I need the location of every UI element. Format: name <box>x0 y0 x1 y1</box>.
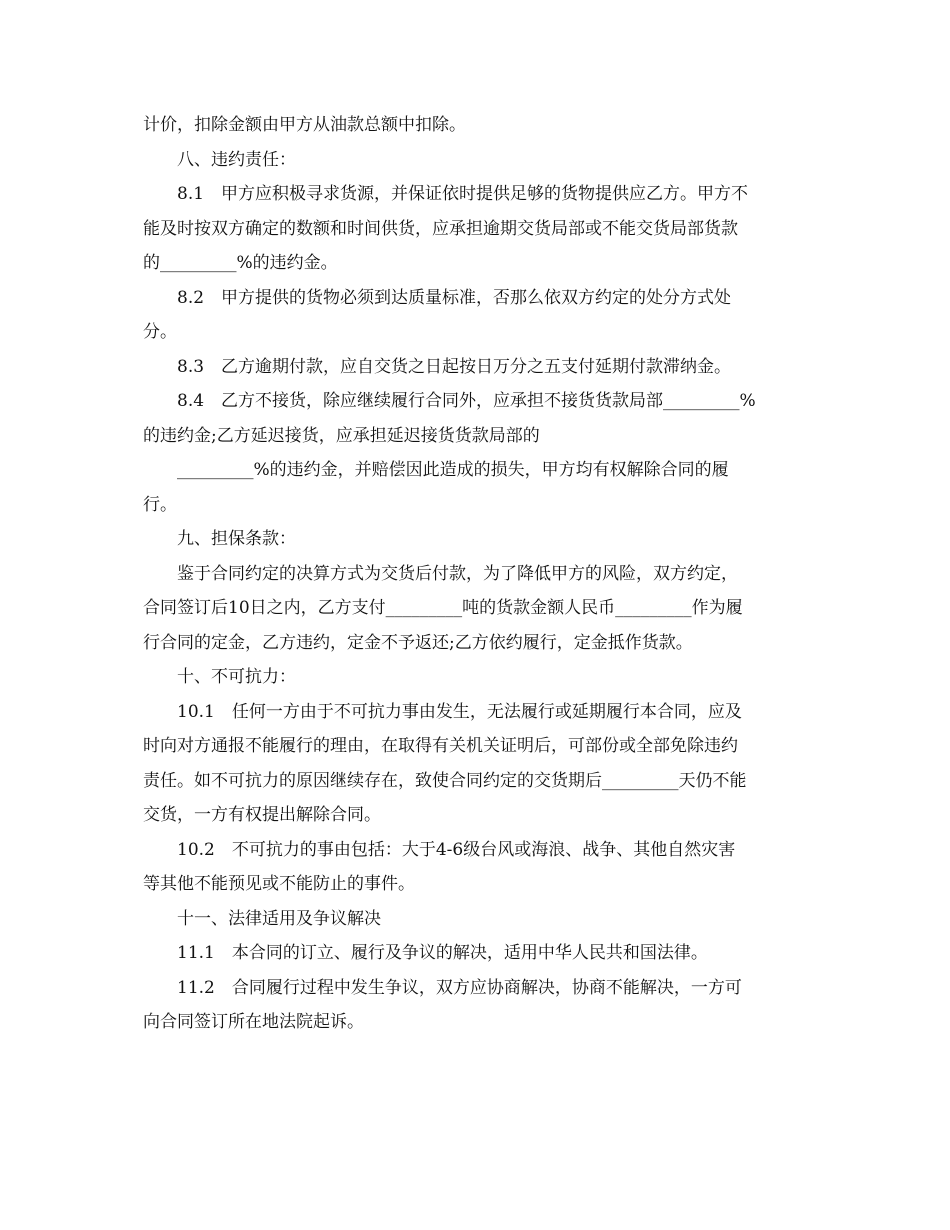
paragraph-p1 <box>143 143 822 178</box>
paragraph-line: 10.2 不可抗力的事由包括：大于4-6级台风或海浪、战争、其他自然灾害 <box>177 839 736 860</box>
paragraph-p6 <box>143 453 822 522</box>
paragraph-p13 <box>143 936 822 971</box>
paragraph-line: 责任。如不可抗力的原因继续存在，致使合同约定的交货期后_________天仍不能 <box>143 770 747 791</box>
paragraph-line: 计价，扣除金额由甲方从油款总额中扣除。 <box>143 115 466 135</box>
paragraph-line: 8.2 甲方提供的货物必须到达质量标准，否那么依双方约定的处分方式处 <box>177 287 732 308</box>
paragraph-line: 的违约金;乙方延迟接货，应承担延迟接货货款局部的 <box>143 425 540 446</box>
paragraph-p14 <box>143 971 822 1040</box>
paragraph-line: 分。 <box>143 322 177 342</box>
paragraph-line: 八、违约责任： <box>177 149 296 170</box>
paragraph-p0 <box>143 108 822 143</box>
paragraph-line: 8.4 乙方不接货，除应继续履行合同外，应承担不接货货款局部_________% <box>177 391 756 411</box>
paragraph-line: 合同签订后10日之内，乙方支付_________吨的货款金额人民币_________作为履 <box>143 598 743 618</box>
paragraph-p4 <box>143 350 822 385</box>
document-body <box>143 108 822 1040</box>
paragraph-line: 8.1 甲方应积极寻求货源，并保证依时提供足够的货物提供应乙方。甲方不 <box>177 184 749 204</box>
paragraph-line: 能及时按双方确定的数额和时间供货，应承担逾期交货局部或不能交货局部货款 <box>143 218 738 239</box>
paragraph-line: _________%的违约金，并赔偿因此造成的损失，甲方均有权解除合同的履 <box>177 460 729 480</box>
paragraph-line: 向合同签订所在地法院起诉。 <box>143 1012 364 1032</box>
paragraph-p5 <box>143 384 822 453</box>
paragraph-line: 11.1 本合同的订立、履行及争议的解决，适用中华人民共和国法律。 <box>177 943 708 963</box>
paragraph-line: 行合同的定金，乙方违约，定金不予返还;乙方依约履行，定金抵作货款。 <box>143 632 693 653</box>
paragraph-line: 十一、法律适用及争议解决 <box>177 908 381 929</box>
paragraph-line: 交货，一方有权提出解除合同。 <box>143 805 381 825</box>
paragraph-line: 鉴于合同约定的决算方式为交货后付款，为了降低甲方的风险，双方约定， <box>177 563 738 584</box>
paragraph-p3 <box>143 281 822 350</box>
paragraph-p2 <box>143 177 822 281</box>
paragraph-line: 8.3 乙方逾期付款，应自交货之日起按日万分之五支付延期付款滞纳金。 <box>177 356 732 377</box>
paragraph-line: 时向对方通报不能履行的理由，在取得有关机关证明后，可部份或全部免除违约 <box>143 736 738 756</box>
paragraph-line: 10.1 任何一方由于不可抗力事由发生，无法履行或延期履行本合同，应及 <box>177 701 742 722</box>
paragraph-line: 11.2 合同履行过程中发生争议，双方应协商解决，协商不能解决，一方可 <box>177 977 742 998</box>
paragraph-p10 <box>143 695 822 833</box>
paragraph-line: 行。 <box>143 494 177 515</box>
paragraph-line: 十、不可抗力： <box>177 667 296 687</box>
paragraph-line: 等其他不能预见或不能防止的事件。 <box>143 874 415 894</box>
paragraph-line: 的_________%的违约金。 <box>143 253 338 273</box>
paragraph-p9 <box>143 660 822 695</box>
paragraph-p11 <box>143 833 822 902</box>
paragraph-p12 <box>143 902 822 937</box>
paragraph-p8 <box>143 557 822 661</box>
paragraph-line: 九、担保条款： <box>177 529 296 549</box>
paragraph-p7 <box>143 522 822 557</box>
